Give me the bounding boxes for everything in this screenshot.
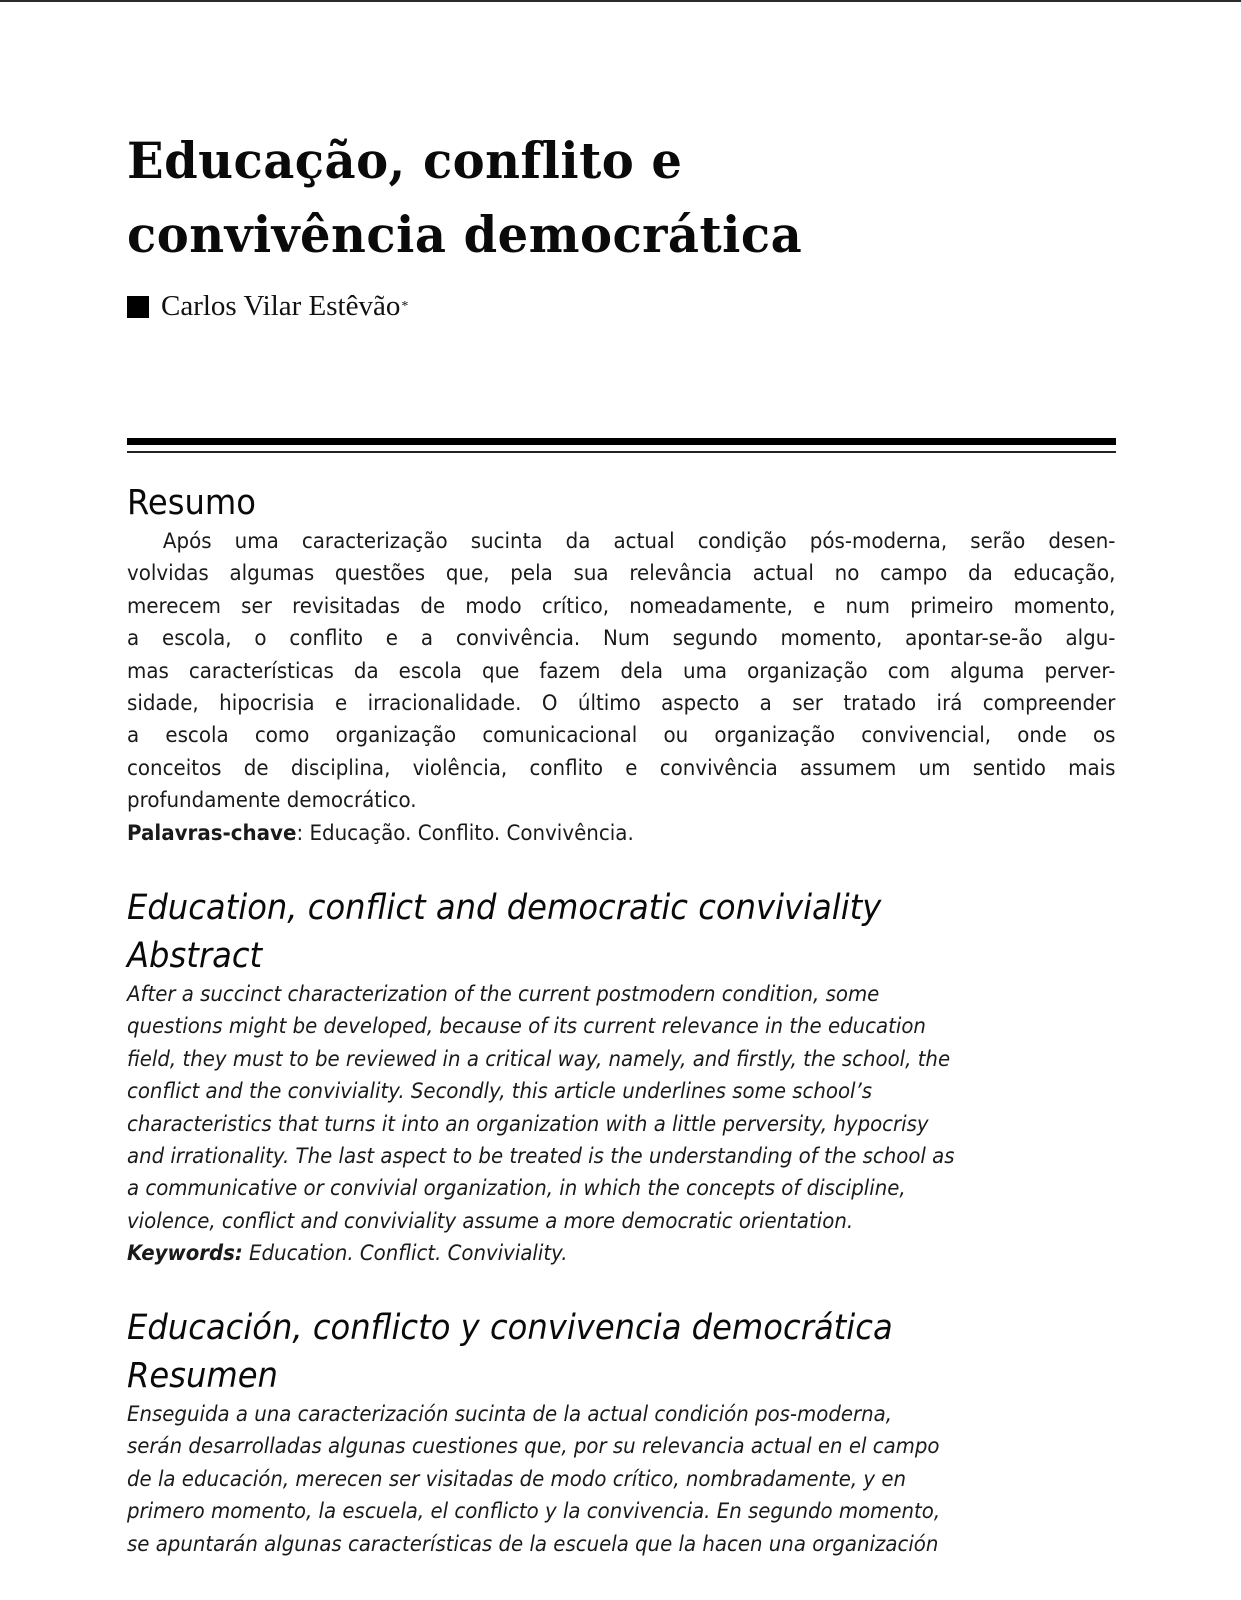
thick-divider-rule	[127, 438, 1116, 445]
abstract-line: questions might be developed, because of its current relevance in the education	[127, 1014, 926, 1039]
resumen-line: se apuntarán algunas características de la escuela que la hacen una organización	[127, 1531, 939, 1556]
article-title-line-1: Educação, conflito e	[127, 131, 683, 190]
resumo-line: conceitos de disciplina, violência, conflito e convivência assumem um sentido mais	[127, 755, 1116, 780]
resumen-line: serán desarrolladas algunas cuestiones que, por su relevancia actual en el campo	[127, 1434, 940, 1459]
abstract-section	[127, 884, 1115, 1270]
resumo-line: a escola, o conflito e a convivência. Num segundo momento, apontar-se-ão algu-	[127, 626, 1116, 651]
abstract-body	[127, 978, 1116, 1270]
resumen-line: de la educación, merecen ser visitadas de modo crítico, nombradamente, y en	[127, 1466, 907, 1491]
thin-divider-rule	[127, 451, 1116, 453]
keywords-values: Educação. Conflito. Convivência.	[303, 820, 634, 845]
resumo-heading: Resumo	[127, 483, 257, 523]
author-byline	[127, 290, 408, 323]
abstract-line: a communicative or convivial organization, in which the concepts of discipline,	[127, 1176, 906, 1201]
article-title-line-2: convivência democrática	[127, 205, 803, 264]
english-title: Education, conflict and democratic conviviality	[127, 888, 882, 928]
keywords-values: Education. Conflict. Conviviality.	[242, 1241, 568, 1266]
keywords-separator: :	[296, 820, 304, 845]
abstract-line: field, they must to be reviewed in a critical way, namely, and firstly, the school, the	[127, 1046, 951, 1071]
abstract-keywords	[127, 1237, 1116, 1269]
resumen-heading: Resumen	[127, 1356, 278, 1396]
abstract-line: characteristics that turns it into an organization with a little perversity, hypocrisy	[127, 1111, 929, 1136]
resumo-section	[127, 482, 1115, 849]
abstract-line: violence, conflict and conviviality assume a more democratic orientation.	[127, 1208, 854, 1233]
abstract-line: and irrationality. The last aspect to be treated is the understanding of the school as	[127, 1144, 955, 1169]
abstract-line: conflict and the conviviality. Secondly, this article underlines some school’s	[127, 1079, 873, 1104]
spanish-title: Educación, conflicto y convivencia democrática	[127, 1308, 893, 1348]
black-square-bullet-icon	[127, 296, 149, 318]
resumen-line: Enseguida a una caracterización sucinta de la actual condición pos-moderna,	[127, 1402, 893, 1426]
article-title	[127, 124, 802, 272]
abstract-heading: Abstract	[127, 936, 263, 976]
resumo-line: profundamente democrático.	[127, 788, 417, 813]
resumo-line: sidade, hipocrisia e irracionalidade. O último aspecto a ser tratado irá compreender	[127, 691, 1116, 716]
resumo-line: merecem ser revisitadas de modo crítico, nomeadamente, e num primeiro momento,	[127, 593, 1116, 618]
resumo-line: volvidas algumas questões que, pela sua relevância actual no campo da educação,	[127, 561, 1116, 586]
author-footnote-marker[interactable]: *	[401, 298, 409, 314]
keywords-label: Keywords:	[127, 1241, 243, 1266]
resumo-body	[127, 525, 1115, 817]
resumen-body	[127, 1398, 1116, 1560]
page-top-edge	[0, 0, 1241, 2]
resumo-line: Após uma caracterização sucinta da actual condição pós-moderna, serão desen-	[162, 529, 1116, 553]
abstract-line: After a succinct characterization of the current postmodern condition, some	[127, 982, 880, 1006]
resumen-line: primero momento, la escuela, el conflicto y la convivencia. En segundo momento,	[127, 1499, 941, 1524]
resumo-keywords	[127, 817, 1061, 849]
keywords-label: Palavras-chave	[127, 820, 297, 845]
resumo-line: mas características da escola que fazem dela uma organização com alguma perver-	[127, 658, 1116, 683]
resumen-section	[127, 1304, 1115, 1560]
author-name: Carlos Vilar Estêvão	[161, 290, 401, 322]
resumo-line: a escola como organização comunicacional ou organização convivencial, onde os	[127, 723, 1116, 748]
